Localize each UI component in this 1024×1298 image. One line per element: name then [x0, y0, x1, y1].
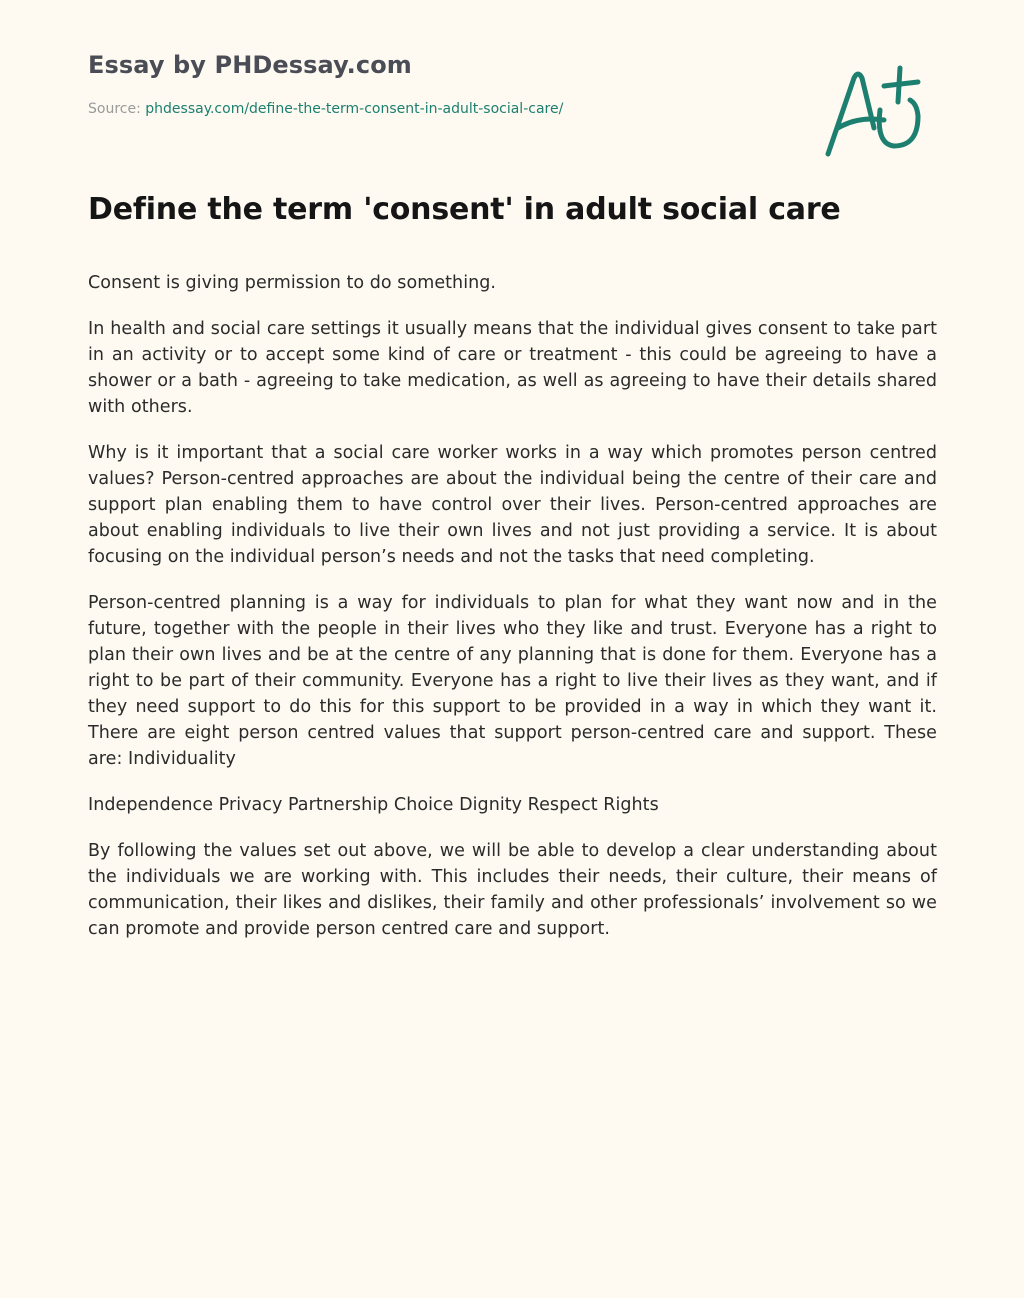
a-plus-grade-icon [822, 64, 926, 160]
source-line [88, 100, 937, 118]
site-header [88, 48, 937, 128]
page-title: Define the term 'consent' in adult social care [88, 192, 841, 227]
essay-paragraph: By following the values set out above, we will be able to develop a clear understanding about the individuals we are working with. This includes their needs, their culture, their means of communication, their likes and dislikes, their family and other professionals’ involvement so we can promote and provide person centred care and support. [88, 841, 937, 939]
essay-body [88, 270, 937, 962]
site-brand: Essay by PHDessay.com [88, 51, 412, 79]
source-link[interactable]: phdessay.com/define-the-term-consent-in-adult-social-care/ [145, 101, 564, 117]
essay-paragraph: Why is it important that a social care worker works in a way which promotes person centred values? Person-centred approaches are about the individual being the centre of their care and support plan enabling them to have control over their lives. Person-centred approaches are about enabling individuals to live their own lives and not just providing a service. It is about focusing on the individual person’s needs and not the tasks that need completing. [88, 443, 937, 567]
essay-paragraph: Independence Privacy Partnership Choice Dignity Respect Rights [88, 795, 659, 815]
essay-paragraph: Consent is giving permission to do something. [88, 273, 497, 293]
source-label: Source: [88, 101, 141, 117]
essay-paragraph: In health and social care settings it usually means that the individual gives consent to take part in an activity or to accept some kind of care or treatment - this could be agreeing to have a shower or a bath - agreeing to take medication, as well as agreeing to have their details shared with others. [88, 319, 937, 417]
essay-paragraph: Person-centred planning is a way for individuals to plan for what they want now and in the future, together with the people in their lives who they like and trust. Everyone has a right to plan their own lives and be at the centre of any planning that is done for them. Everyone has a right to be part of their community. Everyone has a right to live their lives as they want, and if they need support to do this for this support to be provided in a way in which they want it. There are eight person centred values that support person-centred care and support. These are: Individuality [88, 593, 937, 769]
